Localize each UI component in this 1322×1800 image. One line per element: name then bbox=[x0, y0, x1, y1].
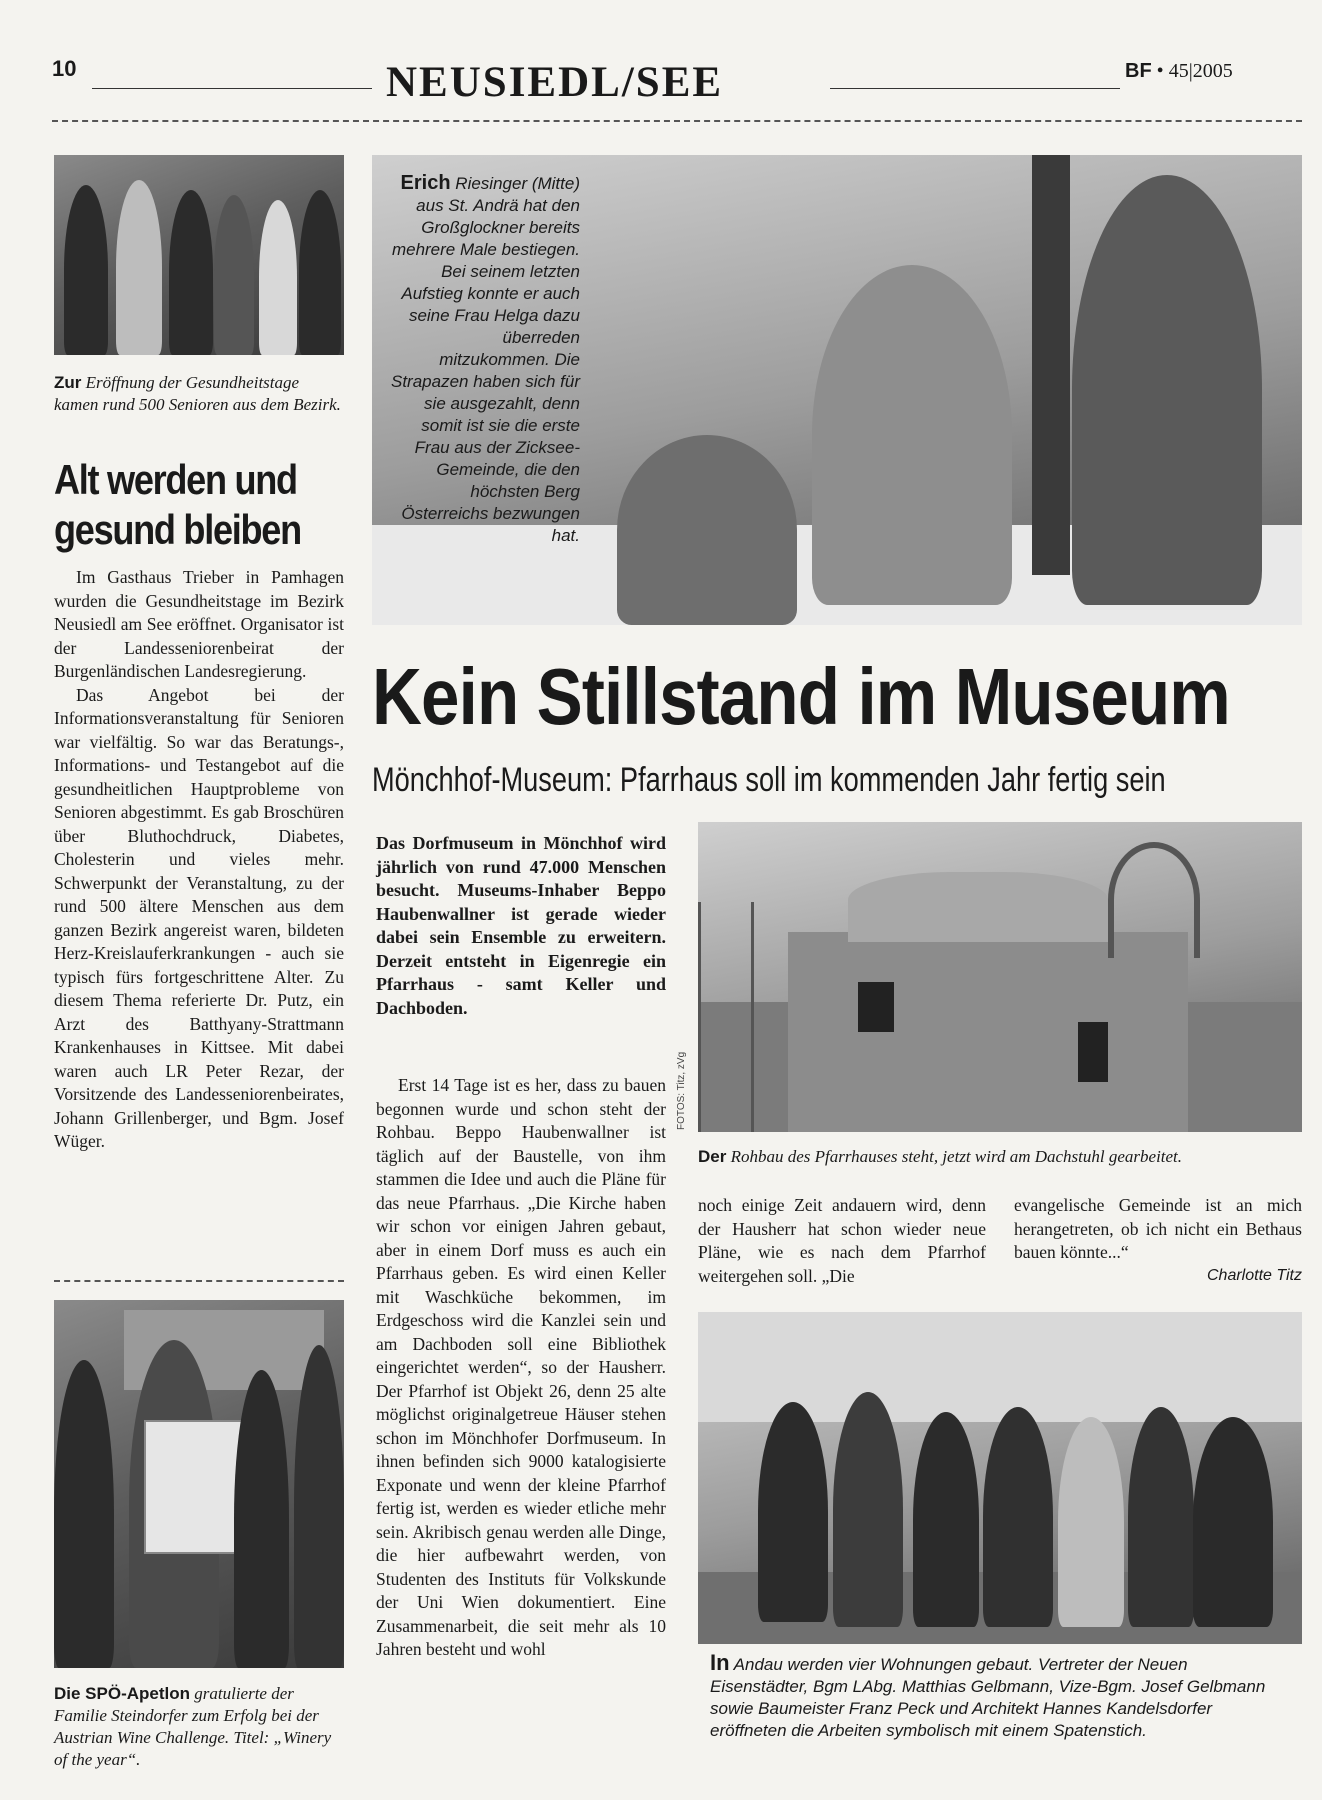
main-body-col3: evangelische Gemeinde ist an mich herangetreten, ob ich nicht ein Bethaus bauen könnte...“ bbox=[1014, 1195, 1302, 1262]
left-divider bbox=[54, 1280, 344, 1282]
article-senioren bbox=[54, 566, 344, 1154]
issue-number: 45 bbox=[1168, 60, 1189, 82]
main-headline: Kein Stillstand im Museum bbox=[372, 652, 1230, 741]
photo-seniors bbox=[54, 155, 344, 355]
mountain-caption: Erich Riesinger (Mitte) aus St. Andrä hat den Großglockner bereits mehrere Male bestiegen. Bei seinem letzten Aufstieg konnte er auch seine Frau Helga dazu überreden mitzukommen. Die Strapazen haben sich für sie ausgezahlt, denn somit ist sie die erste Frau aus der Zicksee-Gemeinde, die den höchsten Berg Österreichs bezwungen hat. bbox=[390, 172, 580, 545]
caption-lead: Die SPÖ-Apetlon bbox=[54, 1684, 191, 1703]
bullet: • bbox=[1156, 60, 1164, 82]
section-title: NEUSIEDL/SEE bbox=[386, 59, 724, 106]
author: Charlotte Titz bbox=[1207, 1267, 1302, 1284]
paragraph: Das Angebot bei der Informationsveranstaltung für Senioren war vielfältig. So war das Beratungs-, Informations- und Testangebot auf die gesundheitlichen Hauptprobleme von Senioren abgestimmt. Es gab Broschüren über Bluthochdruck, Diabetes, Cholesterin und vieles mehr. Schwerpunkt der Veranstaltung, zu der rund 500 ältere Menschen aus dem ganzen Bezirk angereist waren, bildeten Herz-Kreislauferkrankungen - auch sie typisch fürs fortgeschrittene Alter. Zu diesem Thema referierte Dr. Putz, ein Arzt des Batthyany-Strattmann Krankenhauses in Kittsee. Mit dabei waren auch LR Peter Rezar, der Vorsitzende des Landesseniorenbeirates, Johann Grillenberger, und Bgm. Josef Wüger. bbox=[54, 684, 344, 1151]
main-lead: Das Dorfmuseum in Mönchhof wird jährlich von rund 47.000 Menschen besucht. Museums-Inhaber Beppo Haubenwallner ist gerade wieder dabei sein Ensemble zu erweitern. Derzeit entsteht in Eigenregie ein Pfarrhaus - samt Keller und Dachboden. bbox=[376, 833, 666, 1018]
caption-lead: Erich bbox=[400, 172, 451, 194]
photo-andau-caption: In Andau werden vier Wohnungen gebaut. Vertreter der Neuen Eisenstädter, Bgm LAbg. Matthias Gelbmann, Vize-Bgm. Josef Gelbmann sowie Baumeister Franz Peck und Architekt Hannes Kandelsdorfer eröffneten die Arbeiten symbolisch mit einem Spatenstich. bbox=[710, 1650, 1266, 1740]
caption-lead: Der bbox=[698, 1147, 727, 1166]
caption-lead: In bbox=[710, 1650, 730, 1675]
photo-credit: FOTOS: Titz, zVg bbox=[676, 1051, 687, 1130]
header-divider bbox=[52, 120, 1302, 122]
paragraph: Im Gasthaus Trieber in Pamhagen wurden die Gesundheitstage im Bezirk Neusiedl am See eröffnet. Organisator ist der Landesseniorenbeirat der Burgenländischen Landesregierung. bbox=[54, 567, 344, 681]
photo-pfarrhaus bbox=[698, 822, 1302, 1132]
issue-year: 2005 bbox=[1192, 60, 1233, 82]
main-subheadline: Mönchhof-Museum: Pfarrhaus soll im kommenden Jahr fertig sein bbox=[372, 761, 1166, 799]
photo-seniors-caption: Zur Eröffnung der Gesundheitstage kamen rund 500 Senioren aus dem Bezirk. bbox=[54, 373, 341, 414]
page-number: 10 bbox=[52, 56, 77, 81]
caption-lead: Zur bbox=[54, 373, 82, 392]
photo-spoe-apetlon bbox=[54, 1300, 344, 1668]
brand-mark: BF bbox=[1125, 60, 1152, 82]
main-body-col2: noch einige Zeit andauern wird, denn der Hausherr hat schon wieder neue Pläne, wie es nach dem Pfarrhof weitergehen soll. „Die bbox=[698, 1195, 986, 1286]
photo-spoe-caption: Die SPÖ-Apetlon gratulierte der Familie Steindorfer zum Erfolg bei der Austrian Wine Challenge. Titel: „Winery of the year“. bbox=[54, 1684, 332, 1769]
header-rule-right bbox=[830, 88, 1120, 89]
photo-andau bbox=[698, 1312, 1302, 1644]
main-body-col1: Erst 14 Tage ist es her, dass zu bauen begonnen wurde und schon steht der Rohbau. Beppo Haubenwallner ist täglich auf der Baustelle, von ihm stammen die Idee und auch die Pläne für das neue Pfarrhaus. „Die Kirche haben wir schon vor einigen Jahren gebaut, aber in einem Dorf muss es auch ein Pfarrhaus geben. Es wird einen Keller mit Waschküche bekommen, im Erdgeschoss wird die Kanzlei sein und am Dachboden soll eine Bibliothek eingerichtet werden“, so der Hausherr. Der Pfarrhof ist Objekt 26, denn 25 alte möglichst originalgetreue Häuser stehen schon im Mönchhofer Dorfmuseum. In ihnen befinden sich 9000 katalogisierte Exponate und wenn der kleine Pfarrhof fertig ist, werden es wieder etliche mehr sein. Akribisch genau werden alle Dinge, die hier aufbewahrt werden, von Studenten des Instituts für Volkskunde der Uni Wien dokumentiert. Eine Zusammenarbeit, die seit mehr als 10 Jahren besteht und wohl bbox=[376, 1075, 666, 1659]
headline-alt-werden: Alt werden und gesund bleiben bbox=[54, 456, 301, 553]
photo-pfarrhaus-caption: Der Rohbau des Pfarrhauses steht, jetzt wird am Dachstuhl gearbeitet. bbox=[698, 1147, 1183, 1166]
issue-label: BF • 45|2005 bbox=[1125, 60, 1233, 82]
header-rule-left bbox=[92, 88, 372, 89]
